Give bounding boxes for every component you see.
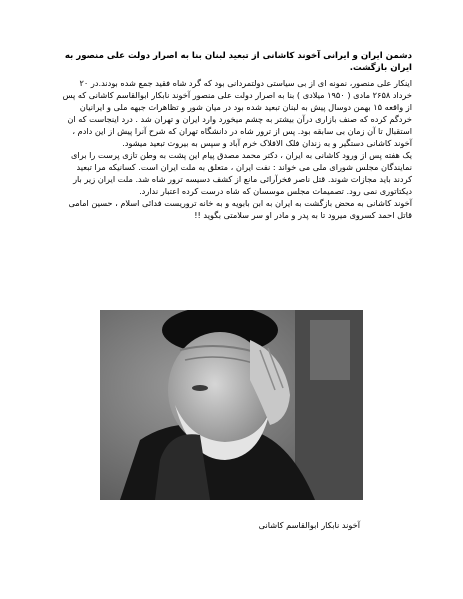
article-headline: دشمن ایران و ایرانی آخوند کاشانی از تبعید لبنان بنا به اصرار دولت علی منصور به ایران بازگشت. <box>64 51 412 73</box>
photo-caption: آخوند نابکار ابوالقاسم کاشانی <box>258 520 360 530</box>
article-paragraph-3: آخوند کاشانی به محض بازگشت به ایران به ابن بابویه و به خانه تروریست فدائی اسلام ، حسین امامی قاتل احمد کسروی میرود تا به پدر و مادر او سر سلامتی بگوید !! <box>68 198 412 220</box>
article-paragraph-2: یک هفته پس از ورود کاشانی به ایران ، دکتر محمد مصدق پیام این پشت به وطن تازی پرست را برای نمایندگان مجلس شورای ملی می خواند : نفت ایران ، متعلق به ملت ایران است. کسانیکه مرا تبعید کردند باید مجازات شوند. قتل ناصر فخرآرائی مانع از کشف دسیسه ترور شاه شد. ملت ایران زیر بار دیکتاتوری نمی رود. تصمیمات مجلس موسسان که شاه درست کرده اعتبار ندارد. <box>71 150 412 196</box>
portrait-photo <box>100 310 363 500</box>
article-body <box>60 50 412 221</box>
article-paragraph-1: اینکار علی منصور، نمونه ای از بی سیاستی دولتمردانی بود که گرد شاه فقید جمع شده بودند.در ۲۰ خرداد ۲۶۵۸ مادی ( ۱۹۵۰ میلادی ) بنا به اصرار دولت علی منصور آخوند نابکار ابوالقاسم کاشانی که پس از واقعه ۱۵ بهمن دوسال پیش به لبنان تبعید شده بود در میان شور و تظاهرات جبهه ملی و ایرانیان خردگم کرده که صنف بازاری درآن بیشتر به چشم میخورد وارد ایران و تهران شد . درد اینجاست که ان استقبال تا آن زمان بی سابقه بود. پس از ترور شاه در دانشگاه تهران که شرح آنرا پیش از این دادم ، آخوند کاشانی دستگیر و به زندان فلک الافلاک خرم آباد و سپس به بیروت تبعید میشود. <box>62 78 412 148</box>
